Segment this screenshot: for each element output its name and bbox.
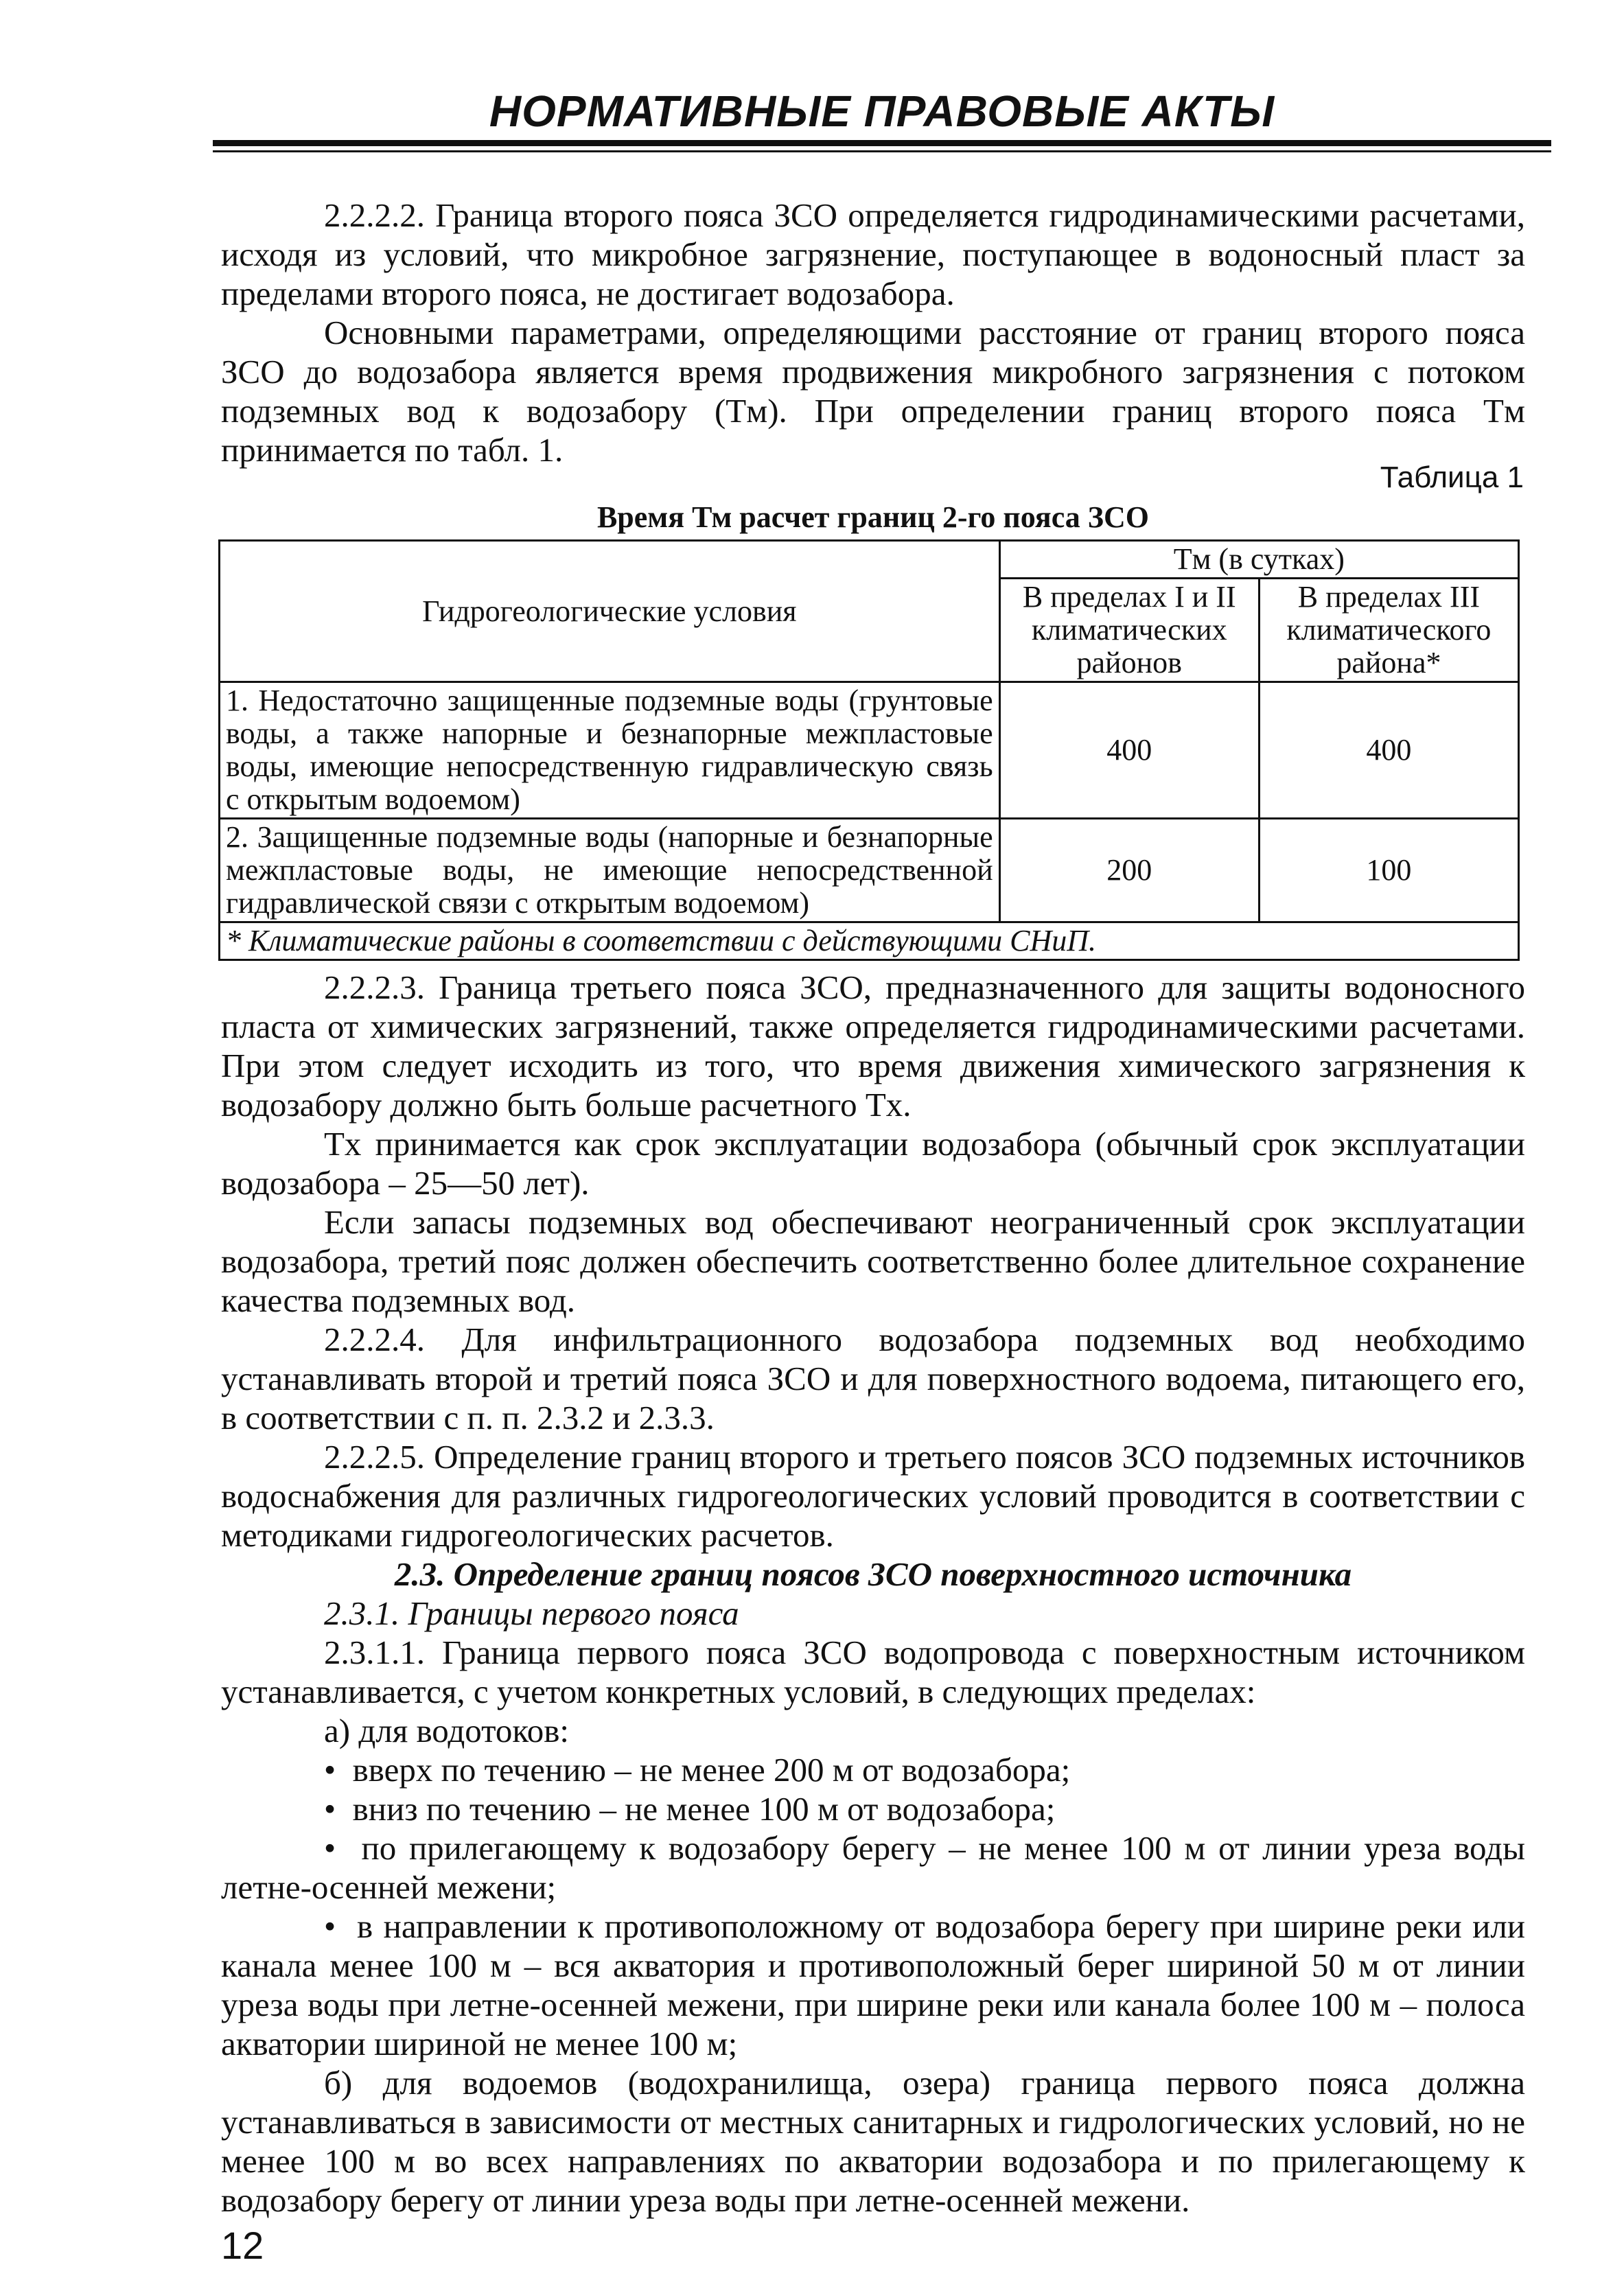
table-cell-value: 400 <box>1259 682 1518 819</box>
paragraph: Tх принимается как срок эксплуатации водозабора (обычный срок эксплуатации водозабора – 25—50 лет). <box>221 1125 1525 1202</box>
list-item-text: по прилегающему к водозабору берегу – не менее 100 м от линии уреза воды летне-осенней межени; <box>221 1829 1526 1906</box>
table-cell-value: 100 <box>1259 819 1518 922</box>
bullet-icon: • <box>324 1907 358 1945</box>
table-row <box>220 682 1519 819</box>
list-item-text: вверх по течению – не менее 200 м от водозабора; <box>352 1751 1071 1789</box>
section-heading: 2.3. Определение границ поясов ЗСО поверхностного источника <box>394 1555 1352 1593</box>
list-item <box>221 1828 1525 1907</box>
paragraph: б) для водоемов (водохранилища, озера) граница первого пояса должна устанавливаться в зависимости от местных санитарных и гидрологических условий, но не менее 100 м во всех направлениях по акватории водозабора и по прилегающему к водозабору берегу от линии уреза воды при летне-осенней межени. <box>221 2064 1525 2219</box>
paragraph: 2.2.2.4. Для инфильтрационного водозабора подземных вод необходимо устанавливать второй и третий пояса ЗСО и для поверхностного водоема, питающего его, в соответствии с п. п. 2.3.2 и 2.3.3. <box>221 1321 1525 1437</box>
paragraph: Основными параметрами, определяющими расстояние от границ второго пояса ЗСО до водозабора является время продвижения микробного загрязнения с потоком подземных вод к водозабору (Tм). При определении границ второго пояса Tм принимается по табл. 1. <box>221 314 1525 469</box>
table-footnote: * Климатические районы в соответствии с действующими СНиП. <box>220 922 1519 960</box>
paragraph: 2.3.1.1. Граница первого пояса ЗСО водопровода с поверхностным источником устанавливается, с учетом конкретных условий, в следующих пределах: <box>221 1633 1525 1710</box>
table-row <box>220 819 1519 922</box>
table-cell-value: 400 <box>999 682 1259 819</box>
paragraph: 2.2.2.5. Определение границ второго и третьего поясов ЗСО подземных источников водоснабжения для различных гидрогеологических условий проводится в соответствии с методиками гидрогеологических расчетов. <box>221 1438 1525 1554</box>
list-item <box>221 1907 1525 2063</box>
section-2-2-2-3-onward <box>221 968 1525 2220</box>
table-cell-condition: 1. Недостаточно защищенные подземные воды (грунтовые воды, а также напорные и безнапорные межпластовые воды, имеющие непосредственную гидравлическую связь с открытым водоемом) <box>220 682 1000 819</box>
table-cell-condition: 2. Защищенные подземные воды (напорные и безнапорные межпластовые воды, не имеющие непосредственной гидравлической связи с открытым водоемом) <box>220 819 1000 922</box>
page-number: 12 <box>221 2224 264 2267</box>
section-2-2-2-2 <box>221 196 1525 469</box>
bullet-icon: • <box>324 1751 353 1789</box>
list-item <box>221 1789 1525 1828</box>
running-header: НОРМАТИВНЫЕ ПРАВОВЫЕ АКТЫ <box>489 86 1275 136</box>
paragraph: 2.2.2.2. Граница второго пояса ЗСО определяется гидродинамическими расчетами, исходя из условий, что микробное загрязнение, поступающее в водоносный пласт за пределами второго пояса, не достигает водозабора. <box>221 196 1525 312</box>
subsection-heading: 2.3.1. Границы первого пояса <box>324 1594 739 1632</box>
table-header-conditions: Гидрогеологические условия <box>220 541 1000 682</box>
table-title: Время Тм расчет границ 2-го пояса ЗСО <box>596 500 1150 534</box>
bullet-icon: • <box>324 1790 353 1828</box>
list-item-text: в направлении к противоположному от водозабора берегу при ширине реки или канала менее 100 м – вся акватория и противоположный берег шириной 50 м от линии уреза воды при летне-осенней межени, при ширине реки или канала более 100 м – полоса акватории шириной не менее 100 м; <box>221 1907 1525 2062</box>
table-label: Таблица 1 <box>1380 461 1524 494</box>
table-cell-value: 200 <box>999 819 1259 922</box>
table-header-col2: В пределах III климатического района* <box>1259 579 1518 682</box>
bullet-icon: • <box>324 1829 362 1867</box>
header-rule-thin <box>213 150 1551 152</box>
list-intro: а) для водотоков: <box>324 1712 569 1749</box>
paragraph: 2.2.2.3. Граница третьего пояса ЗСО, предназначенного для защиты водоносного пласта от химических загрязнений, также определяется гидродинамическими расчетами. При этом следует исходить из того, что время движения химического загрязнения к водозабору должно быть больше расчетного Tх. <box>221 968 1525 1124</box>
table-header-group: Tм (в сутках) <box>999 541 1518 579</box>
paragraph: Если запасы подземных вод обеспечивают неограниченный срок эксплуатации водозабора, третий пояс должен обеспечить соответственно более длительное сохранение качества подземных вод. <box>221 1203 1525 1319</box>
data-table <box>218 539 1520 961</box>
header-rule-thick <box>213 140 1551 146</box>
list-item <box>221 1750 1525 1789</box>
list-item-text: вниз по течению – не менее 100 м от водозабора; <box>352 1790 1056 1828</box>
table-header-col1: В пределах I и II климатических районов <box>999 579 1259 682</box>
